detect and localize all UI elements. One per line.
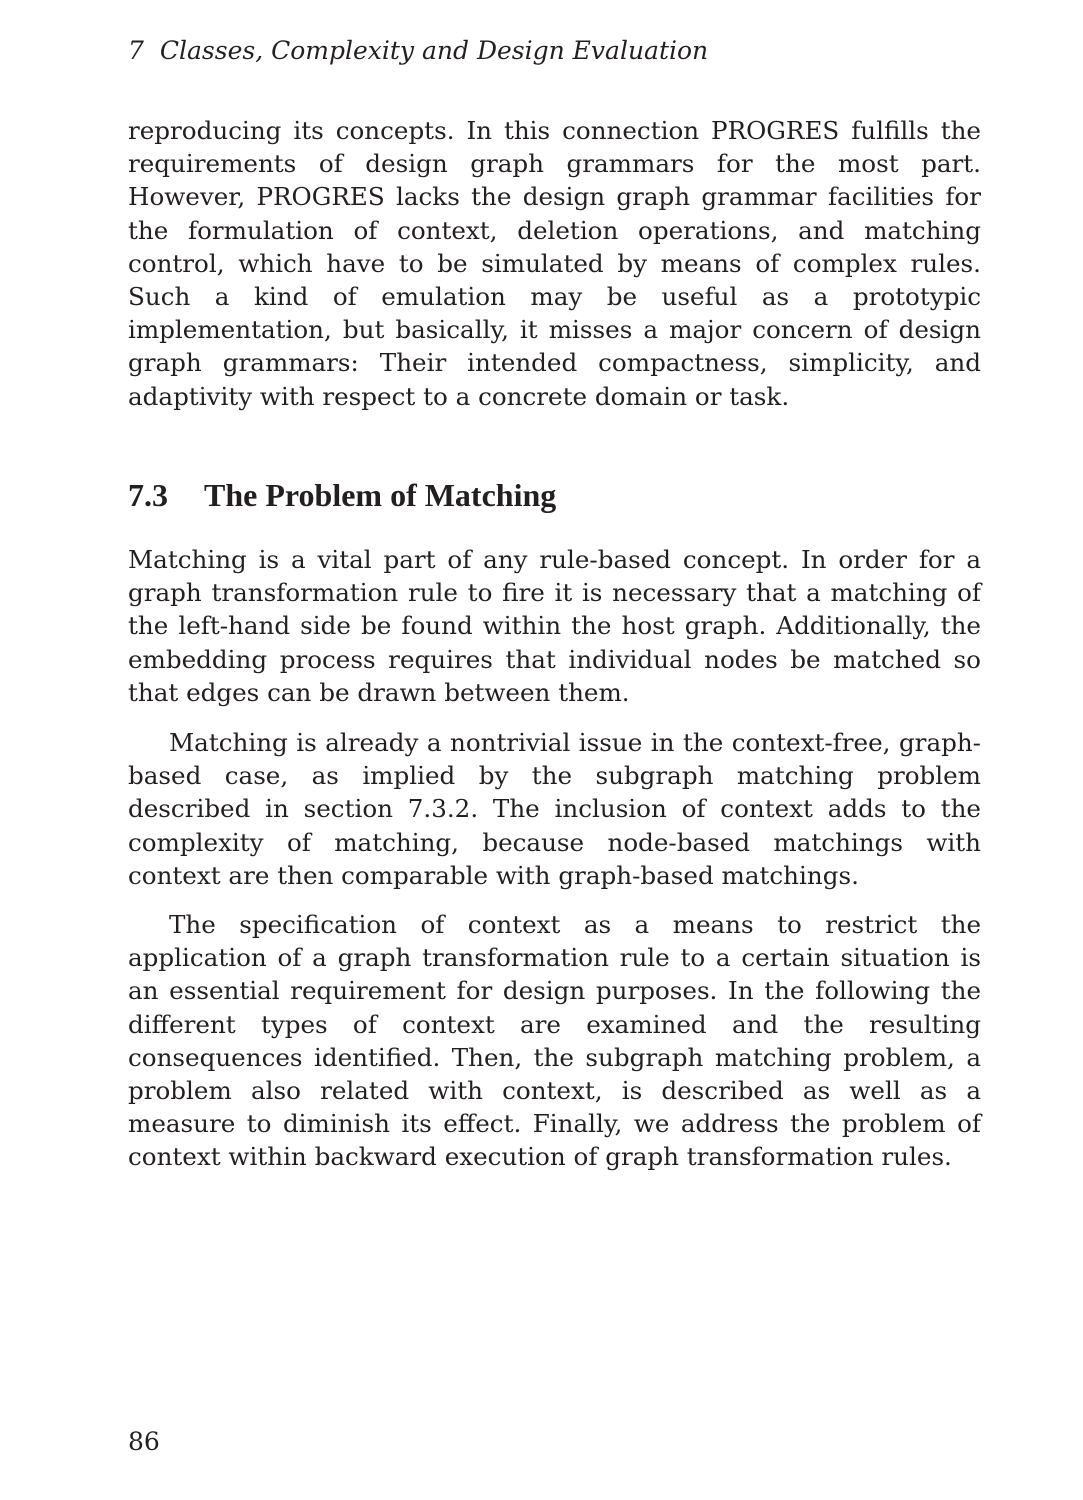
section-number: 7.3	[128, 477, 168, 513]
paragraph-3: The specification of context as a means to restrict the application of a graph transformation rule to a certain situation is an essential requirement for design purposes. In the following the different types of context are examined and the resulting consequences identified. Then, the subgraph matching problem, a problem also related with context, is described as well as a measure to diminish its effect. Finally, we address the problem of context within backward execution of graph transformation rules.	[128, 910, 981, 1172]
header-chapter-title: Classes, Complexity and Design Evaluation	[159, 36, 709, 65]
paragraph-3-block	[128, 908, 981, 1174]
paragraph-1-block	[128, 543, 981, 709]
page-number: 86	[128, 1427, 160, 1456]
intro-paragraph: reproducing its concepts. In this connection PROGRES fulfills the requirements of design graph grammars for the most part. However, PROGRES lacks the design graph grammar facilities for the formulation of context, deletion operations, and matching control, which have to be simulated by means of complex rules. Such a kind of emulation may be useful as a prototypic implementation, but basically, it misses a major concern of design graph grammars: Their intended compactness, simplicity, and adaptivity with respect to a concrete domain or task.	[128, 116, 981, 411]
paragraph-2: Matching is already a nontrivial issue in the context-free, graph-based case, as implied by the subgraph matching problem described in section 7.3.2. The inclusion of context adds to the complexity of matching, because node-based matchings with context are then comparable with graph-based matchings.	[128, 728, 981, 890]
intro-paragraph-block	[128, 114, 981, 413]
section-heading	[128, 476, 556, 514]
section-title: The Problem of Matching	[204, 477, 557, 513]
paragraph-1: Matching is a vital part of any rule-based concept. In order for a graph transformation rule to fire it is necessary that a matching of the left-hand side be found within the host graph. Additionally, the embedding process requires that individual nodes be matched so that edges can be drawn between them.	[128, 545, 981, 707]
paragraph-2-block	[128, 726, 981, 892]
header-chapter-number: 7	[128, 36, 144, 65]
running-header	[128, 34, 708, 68]
